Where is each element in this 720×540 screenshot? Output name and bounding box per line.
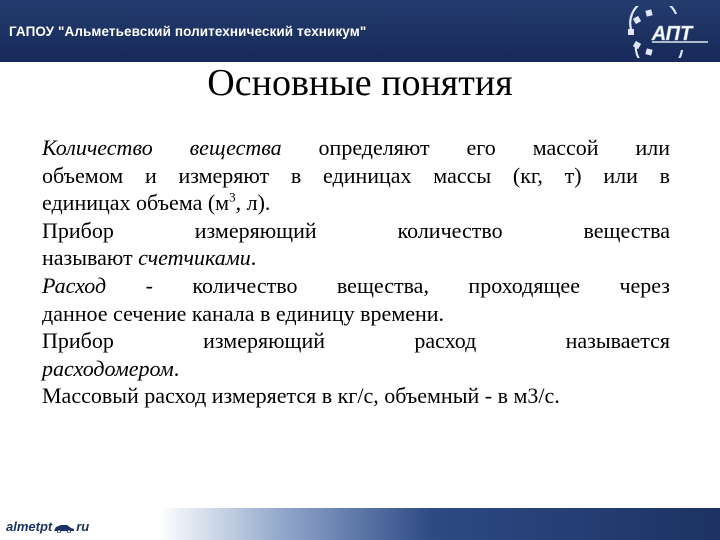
- text-fragment: - количество вещества, проходящее через: [106, 272, 670, 298]
- text-fragment: , л).: [235, 190, 271, 216]
- text-fragment: определяют его массой или: [281, 135, 670, 160]
- slide-body: [42, 134, 670, 410]
- text-fragment: .: [173, 355, 180, 381]
- term-flowmeter: расходомером: [42, 355, 174, 381]
- footer-url[interactable]: [6, 519, 89, 534]
- header-bar: [0, 0, 720, 62]
- term-quantity: Количество вещества: [42, 135, 282, 160]
- line: Прибор измеряющий количество вещества: [42, 217, 670, 243]
- line: объемом и измеряют в единицах массы (кг, т) или в: [42, 162, 670, 188]
- slide-title: Основные понятия: [207, 62, 513, 104]
- paragraph-flow: [42, 272, 670, 327]
- logo-text: АПТ: [651, 23, 693, 45]
- paragraph-quantity: [42, 134, 670, 217]
- paragraph-mass-flow: [42, 382, 670, 410]
- line: [42, 134, 670, 162]
- url-right: ru: [76, 519, 90, 534]
- url-left: almetpt: [6, 519, 53, 534]
- text-fragment: называют: [42, 245, 139, 271]
- line: Прибор измеряющий расход называется: [42, 328, 670, 354]
- line: Массовый расход измеряется в кг/с, объемный - в м3/с.: [42, 383, 560, 409]
- term-meters: счетчиками: [138, 245, 251, 271]
- line: [42, 189, 670, 217]
- institution-name: ГАПОУ "Альметьевский политехнический техникум": [9, 24, 367, 39]
- term-flow: Расход: [42, 272, 107, 298]
- line: [42, 272, 670, 300]
- superscript: 3: [229, 189, 236, 205]
- line: [42, 244, 670, 272]
- line: данное сечение канала в единицу времени.: [42, 300, 445, 326]
- text-fragment: .: [250, 245, 257, 271]
- apt-logo-icon: [622, 6, 716, 58]
- text-fragment: единицах объема (м: [42, 190, 230, 216]
- paragraph-meter: [42, 217, 670, 272]
- line: [42, 355, 670, 383]
- footer-bar: [0, 508, 720, 540]
- paragraph-flowmeter: [42, 327, 670, 382]
- car-icon: [53, 523, 75, 533]
